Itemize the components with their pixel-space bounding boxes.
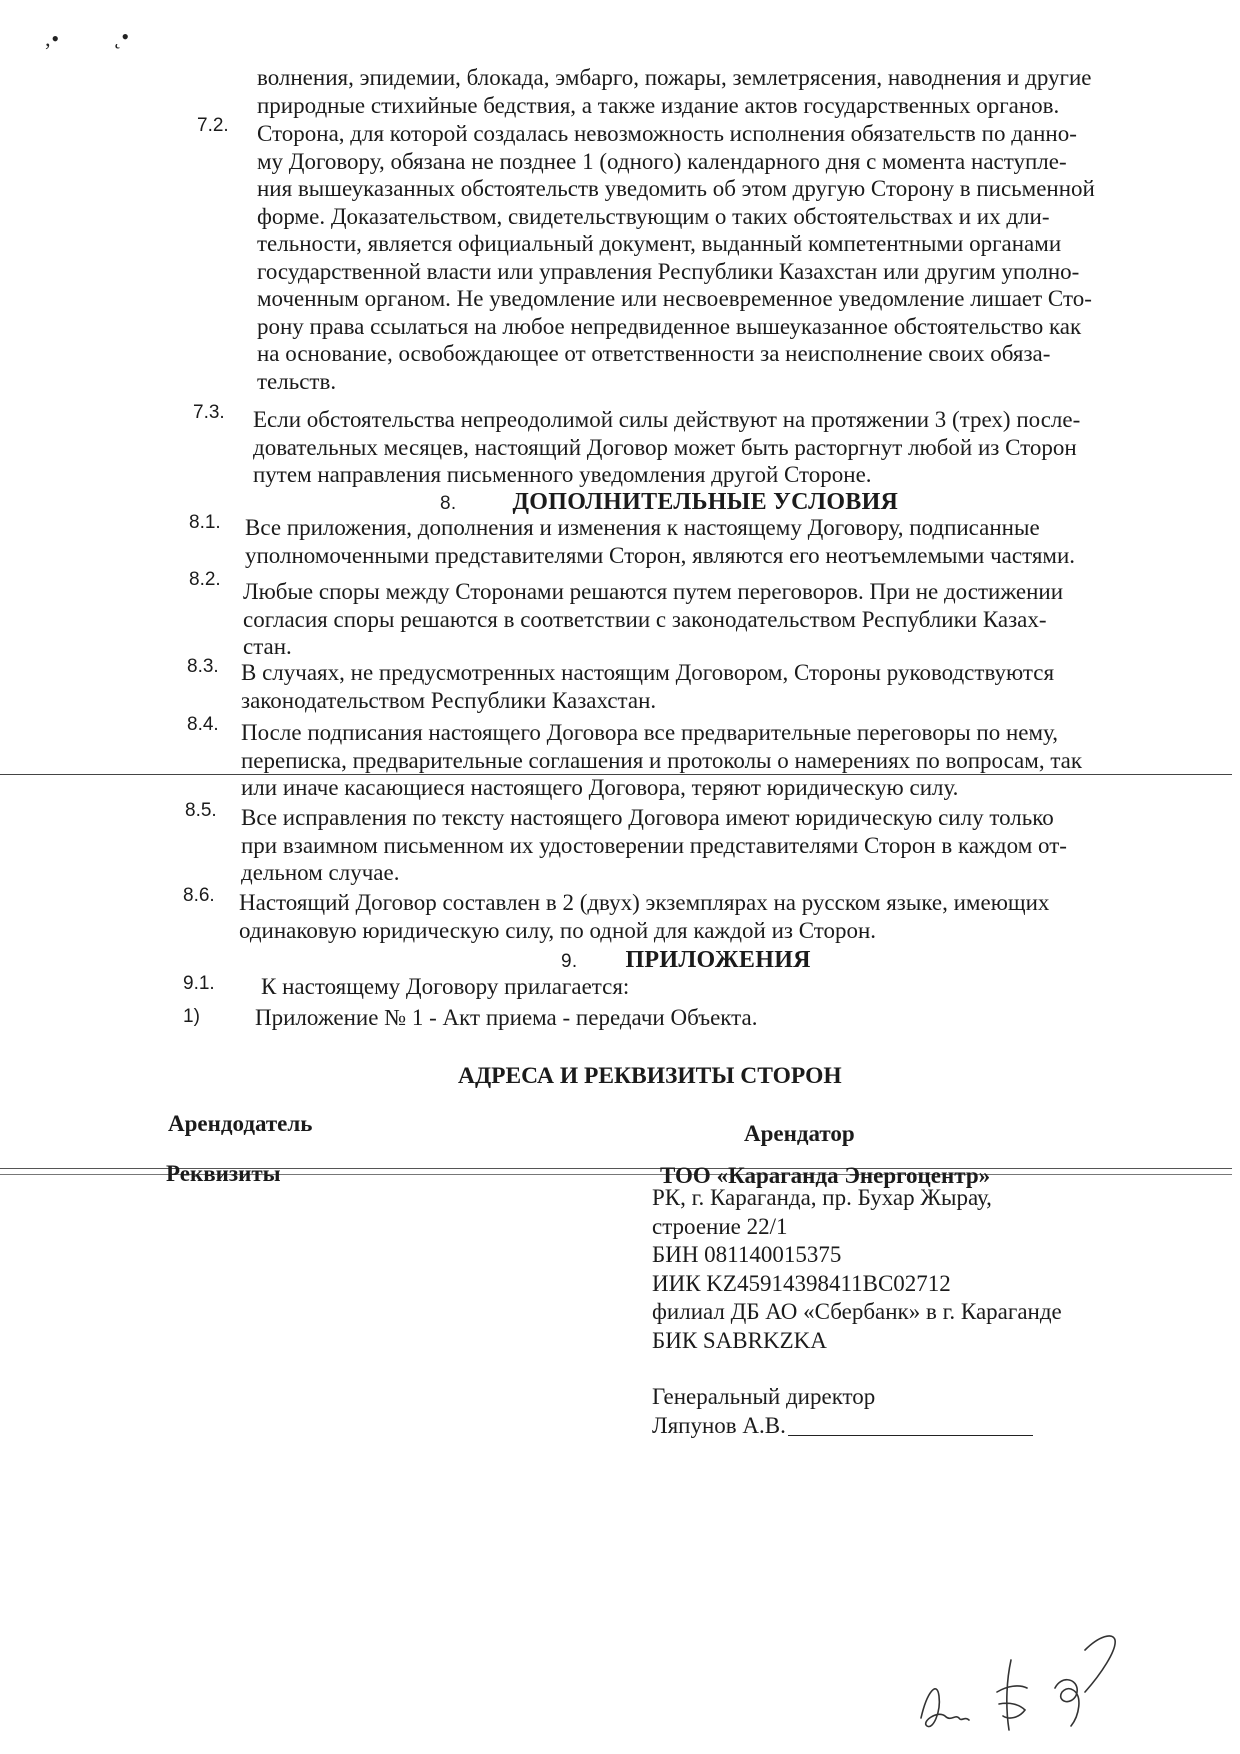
lessee-requisites — [652, 1184, 1062, 1440]
lessee-position: Генеральный директор — [652, 1384, 876, 1409]
attachment-item-1: Приложение № 1 - Акт приема - передачи Объекта. — [255, 1005, 758, 1030]
section-9-title: ПРИЛОЖЕНИЯ — [625, 947, 811, 973]
clause-number-8-4: 8.4. — [187, 714, 219, 735]
clause-number-7-2: 7.2. — [197, 115, 229, 136]
clause-number-8-3: 8.3. — [187, 656, 219, 677]
clause-8-1: Все приложения, дополнения и изменения к настоящему Договору, подписанные уполномоченными представителями Сторон, являются его неотъемлемыми частями. — [245, 515, 1076, 568]
section-8-title: ДОПОЛНИТЕЛЬНЫЕ УСЛОВИЯ — [512, 489, 899, 515]
lessor-label: Арендодатель — [168, 1111, 313, 1136]
scan-speck: ˛• — [114, 24, 130, 49]
section-9-heading — [561, 946, 811, 976]
clause-8-4: После подписания настоящего Договора все предварительные переговоры по нему, переписка, предварительные соглашения и протоколы о намерениях по вопросам, так или иначе касающиеся настоящего Договора, теряют юридическую силу. — [241, 720, 1083, 800]
clause-7-3: Если обстоятельства непреодолимой силы действуют на протяжении 3 (трех) после- довательных месяцев, настоящий Договор может быть расторгнут любой из Сторон путем направления письменного уведомления другой Стороне. — [253, 407, 1081, 487]
lessee-name: ТОО «Караганда Энергоцентр» — [660, 1163, 991, 1188]
clause-8-2: Любые споры между Сторонами решаются путем переговоров. При не достижении согласия споры решаются в соответствии с законодательством Республики Казах- стан. — [243, 579, 1064, 659]
clause-8-5: Все исправления по тексту настоящего Договора имеют юридическую силу только при взаимном письменном их удостоверении представителями Сторон в каждом от- дельном случае. — [241, 805, 1067, 885]
scan-line — [0, 774, 1232, 775]
lessee-address-line-1: РК, г. Караганда, пр. Бухар Жырау, — [652, 1185, 992, 1210]
clause-number-9-1: 9.1. — [183, 973, 215, 994]
section-9-number: 9. — [561, 951, 578, 972]
section-8-number: 8. — [440, 493, 457, 514]
scan-speck: ‚• — [44, 26, 60, 51]
handwritten-initials — [915, 1630, 1165, 1740]
clause-number-8-1: 8.1. — [189, 512, 221, 533]
lessee-signatory: Ляпунов А.В. — [652, 1412, 786, 1438]
clause-number-8-5: 8.5. — [185, 800, 217, 821]
signature-line — [788, 1435, 1033, 1436]
lessee-address-line-2: строение 22/1 — [652, 1213, 788, 1239]
requisites-label: Реквизиты — [166, 1161, 281, 1186]
lessee-label: Арендатор — [744, 1121, 855, 1146]
clause-number-8-6: 8.6. — [183, 885, 215, 906]
lessee-bik: БИК SABRKZKA — [652, 1327, 827, 1353]
clause-7-2: Сторона, для которой создалась невозможность исполнения обязательств по данно- му Договору, обязана не позднее 1 (одного) календарного дня с момента наступле- ния вышеуказанных обстоятельств уведомить об этом другую Сторону в письменной форме. Доказательством, свидетельствующим о таких обстоятельствах и их дли- тельности, является официальный документ, выданный компетентными органами государственной власти или управления Республики Казахстан или другим уполно- моченным органом. Не уведомление или несвоевременное уведомление лишает Сто- рону права ссылаться на любое непредвиденное вышеуказанное обстоятельство как на основание, освобождающее от ответственности за неисполнение своих обяза- тельств. — [257, 121, 1095, 394]
clause-number-7-3: 7.3. — [193, 402, 225, 423]
clause-8-6: Настоящий Договор составлен в 2 (двух) экземплярах на русском языке, имеющих одинаковую юридическую силу, по одной для каждой из Сторон. — [239, 890, 1050, 943]
signatory-row — [652, 1412, 1062, 1441]
lessee-bank: филиал ДБ АО «Сбербанк» в г. Караганде — [652, 1299, 1062, 1324]
force-majeure-continuation: волнения, эпидемии, блокада, эмбарго, пожары, землетрясения, наводнения и другие природные стихийные бедствия, а также издание актов государственных органов. — [257, 65, 1092, 118]
lessee-iik: ИИК KZ45914398411BC02712 — [652, 1270, 951, 1296]
parties-title: АДРЕСА И РЕКВИЗИТЫ СТОРОН — [458, 1063, 842, 1089]
clause-number-8-2: 8.2. — [189, 569, 221, 590]
lessee-bin: БИН 081140015375 — [652, 1242, 842, 1267]
clause-8-3: В случаях, не предусмотренных настоящим Договором, Стороны руководствуются законодательством Республики Казахстан. — [241, 660, 1055, 713]
attachment-number-1: 1) — [183, 1006, 200, 1027]
clause-9-1: К настоящему Договору прилагается: — [261, 974, 630, 999]
